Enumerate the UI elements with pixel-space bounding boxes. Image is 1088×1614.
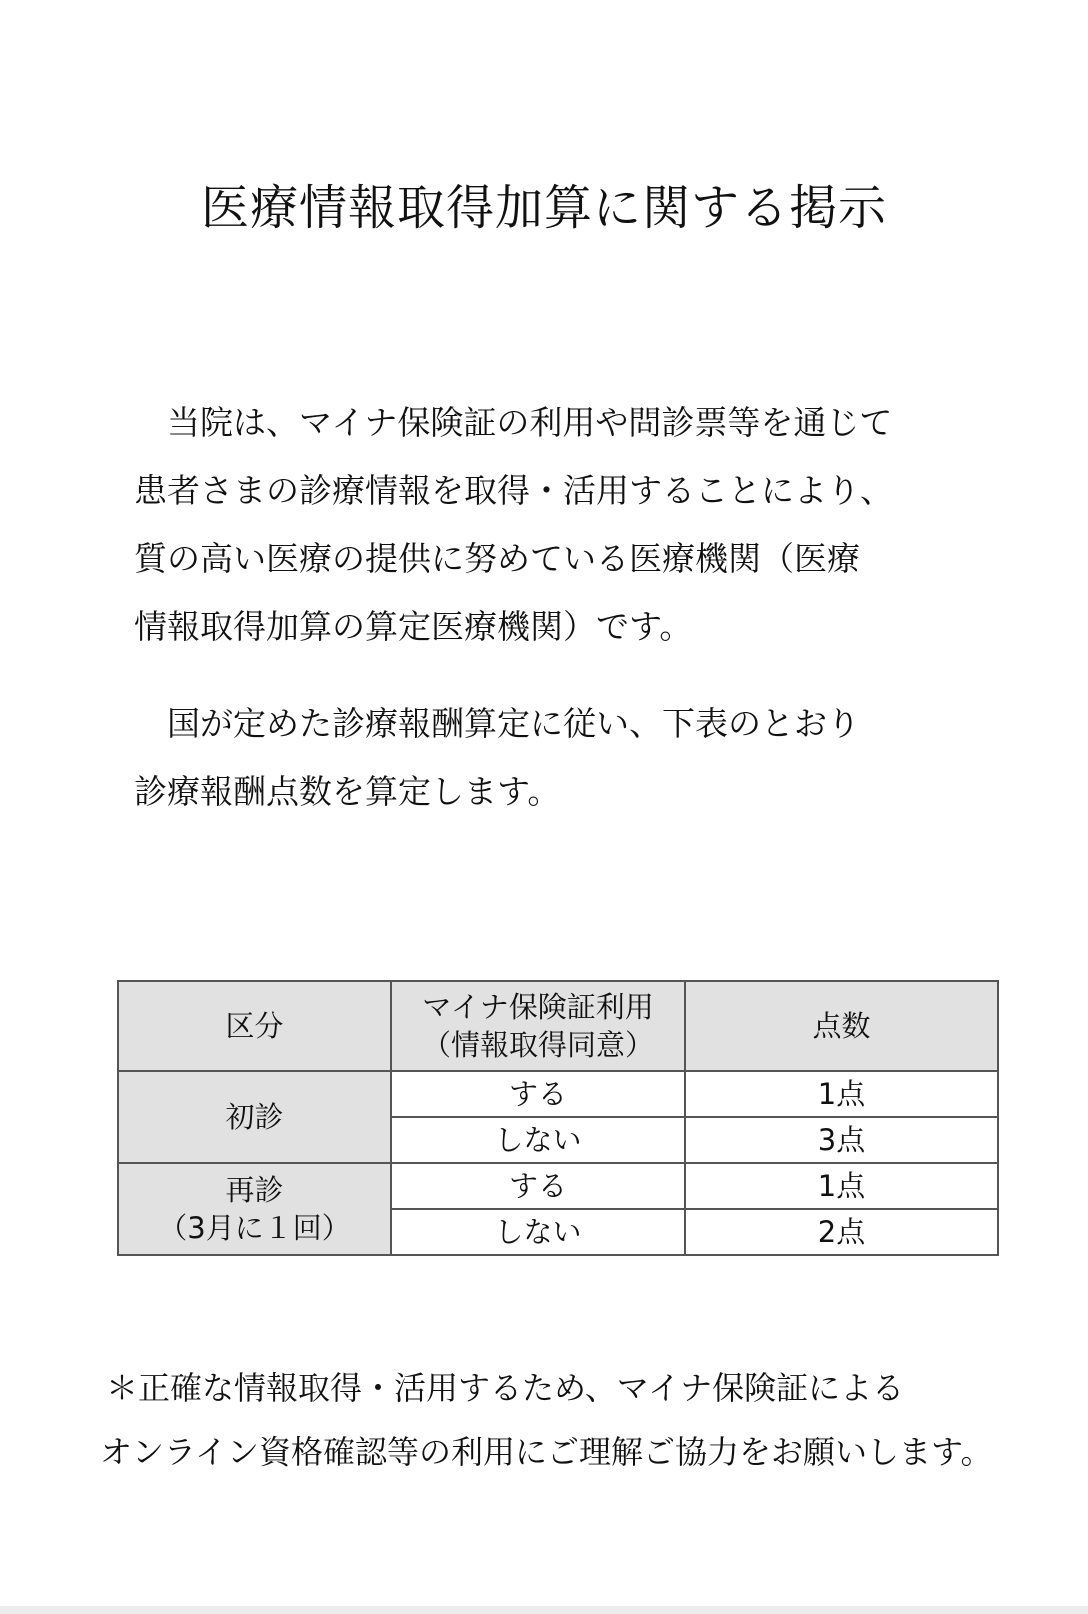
usage-cell: しない: [391, 1117, 685, 1163]
intro-line: 当院は、マイナ保険証の利用や問診票等を通じて: [134, 403, 893, 442]
intro-line: 患者さまの診療情報を取得・活用することにより、: [134, 471, 893, 510]
table-header-row: [118, 981, 998, 1071]
points-cell: 1点: [685, 1071, 998, 1117]
usage-cell: する: [391, 1163, 685, 1209]
header-usage-line: （情報取得同意）: [421, 1028, 654, 1062]
category-revisit: [118, 1163, 391, 1255]
usage-cell: する: [391, 1071, 685, 1117]
category-first-visit: 初診: [118, 1071, 391, 1163]
category-revisit-line: （3月に１回）: [158, 1211, 351, 1245]
footnote: [100, 1356, 992, 1484]
header-usage: [391, 981, 685, 1071]
header-points: 点数: [685, 981, 998, 1071]
table-row: [118, 1071, 998, 1117]
points-cell: 3点: [685, 1117, 998, 1163]
category-revisit-line: 再診: [225, 1173, 284, 1207]
fee-table: [117, 980, 999, 1256]
table-row: [118, 1163, 998, 1209]
calculation-line: 国が定めた診療報酬算定に従い、下表のとおり: [134, 704, 860, 743]
intro-paragraph: [134, 389, 893, 661]
usage-cell: しない: [391, 1209, 685, 1255]
footnote-line: オンライン資格確認等の利用にご理解ご協力をお願いします。: [100, 1433, 993, 1471]
points-cell: 1点: [685, 1163, 998, 1209]
calculation-paragraph: [134, 690, 860, 826]
footnote-line: ＊正確な情報取得・活用するため、マイナ保険証による: [106, 1369, 905, 1407]
calculation-line: 診療報酬点数を算定します。: [134, 772, 561, 811]
header-usage-line: マイナ保険証利用: [422, 990, 654, 1024]
intro-line: 情報取得加算の算定医療機関）です。: [134, 607, 693, 646]
header-category: 区分: [118, 981, 391, 1071]
bottom-edge: [0, 1606, 1088, 1614]
page-title: 医療情報取得加算に関する掲示: [200, 180, 887, 236]
intro-line: 質の高い医療の提供に努めている医療機関（医療: [134, 539, 860, 578]
points-cell: 2点: [685, 1209, 998, 1255]
